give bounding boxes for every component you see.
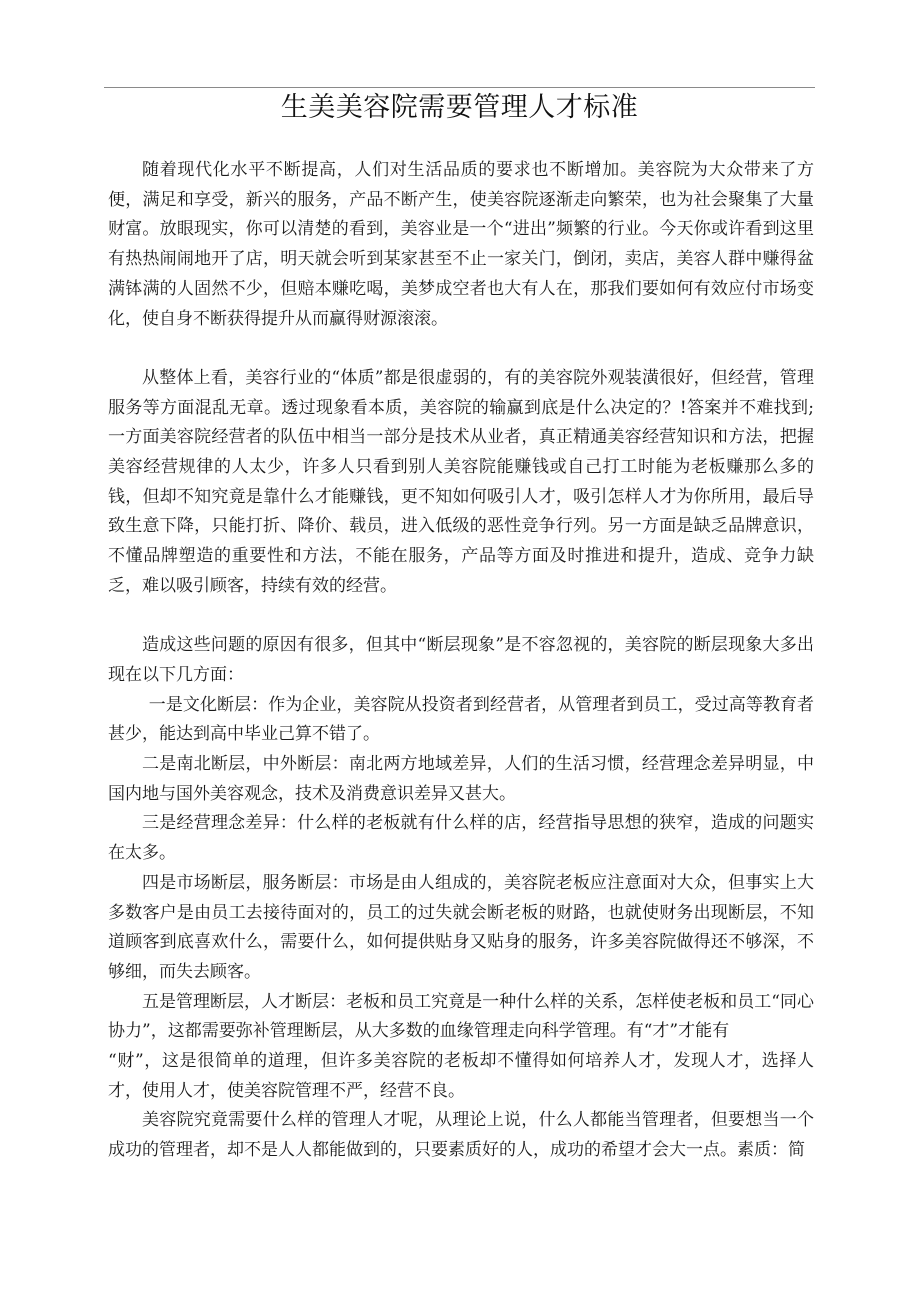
paragraph-culture-fault: 一是文化断层：作为企业，美容院从投资者到经营者，从管理者到员工，受过高等教育者甚少，能达到高中毕业己算不错了。 bbox=[108, 694, 814, 745]
paragraph-concept-fault: 三是经营理念差异：什么样的老板就有什么样的店，经营指导思想的狭窄，造成的问题实在太多。 bbox=[108, 813, 814, 864]
paragraph-talent-needs: 美容院究竟需要什么样的管理人才呢，从理论上说，什么人都能当管理者，但要想当一个成功的管理者，却不是人人都能做到的，只要素质好的人，成功的希望才会大一点。素质：简 bbox=[108, 1110, 814, 1161]
document-title: 生美美容院需要管理人才标准 bbox=[280, 92, 639, 123]
paragraph-management-fault-cont: “财”，这是很简单的道理，但许多美容院的老板却不懂得如何培养人才，发现人才，选择人才，使用人才，使美容院管理不严，经营不良。 bbox=[108, 1051, 814, 1101]
paragraph-region-fault: 二是南北断层，中外断层：南北两方地域差异，人们的生活习惯，经营理念差异明显，中国内地与国外美容观念，技术及消费意识差异又甚大。 bbox=[108, 754, 814, 804]
paragraph-intro: 随着现代化水平不断提高，人们对生活品质的要求也不断增加。美容院为大众带来了方便，满足和享受，新兴的服务，产品不断产生，使美容院逐渐走向繁荣，也为社会聚集了大量财富。放眼现实，你可以清楚的看到，美容业是一个“进出”频繁的行业。今天你或许看到这里有热热闹闹地开了店，明天就会听到某家甚至不止一家关门，倒闭，卖店，美容人群中赚得盆满钵满的人固然不少，但赔本赚吃喝，美梦成空者也大有人在，那我们要如何有效应付市场变化，使自身不断获得提升从而赢得财源滚滚。 bbox=[108, 160, 814, 329]
paragraph-fault-causes: 造成这些问题的原因有很多，但其中“断层现象”是不容忽视的，美容院的断层现象大多出现在以下几方面： bbox=[108, 635, 814, 685]
paragraph-market-fault: 四是市场断层，服务断层：市场是由人组成的，美容院老板应注意面对大众，但事实上大多数客户是由员工去接待面对的，员工的过失就会断老板的财路，也就使财务出现断层，不知道顾客到底喜欢什么，需要什么，如何提供贴身又贴身的服务，许多美容院做得还不够深，不够细，而失去顾客。 bbox=[108, 872, 814, 982]
document-body bbox=[108, 156, 814, 1166]
paragraph-management-fault: 五是管理断层，人才断层：老板和员工究竟是一种什么样的关系，怎样使老板和员工“同心协力”，这都需要弥补管理断层，从大多数的血缘管理走向科学管理。有“才”才能有 bbox=[108, 991, 814, 1042]
paragraph-industry-weakness: 从整体上看，美容行业的“体质”都是很虚弱的，有的美容院外观装潢很好，但经营，管理服务等方面混乱无章。透过现象看本质，美容院的输赢到底是什么决定的？!答案并不难找到;一方面美容院经营者的队伍中相当一部分是技术从业者，真正精通美容经营知识和方法，把握美容经营规律的人太少，许多人只看到别人美容院能赚钱或自己打工时能为老板赚那么多的钱，但却不知究竟是靠什么才能赚钱，更不知如何吸引人才，吸引怎样人才为你所用，最后导致生意下降，只能打折、降价、载员，进入低级的恶性竞争行列。另一方面是缺乏品牌意识，不懂品牌塑造的重要性和方法，不能在服务，产品等方面及时推进和提升，造成、竞争力缺乏，难以吸引顾客，持续有效的经营。 bbox=[108, 367, 814, 596]
